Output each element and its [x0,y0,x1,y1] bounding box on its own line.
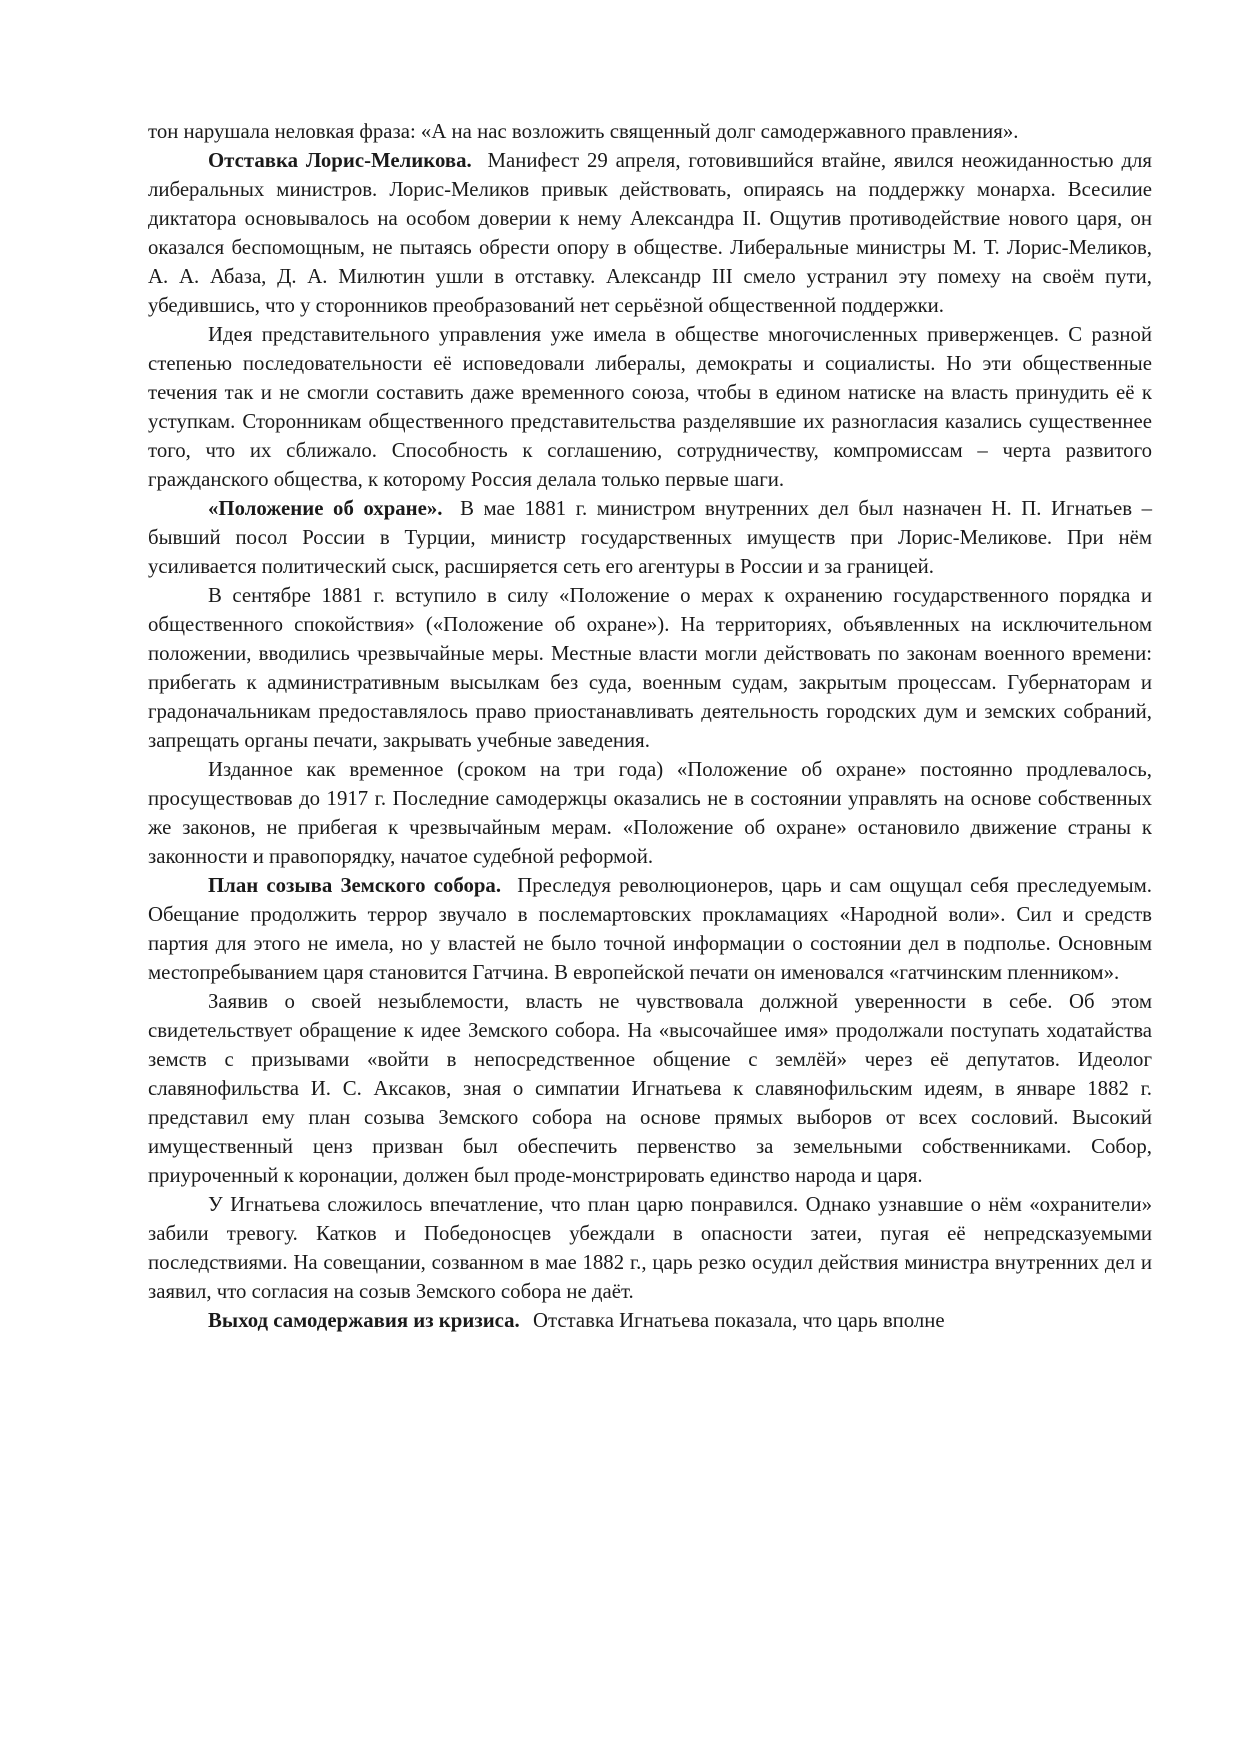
paragraph-text: Изданное как временное (сроком на три года) «Положение об охране» постоянно продлевалось, просуществовав до 1917 г. Последние самодержцы оказались не в состоянии управлять на основе собственных же законов, не прибегая к чрезвычайным мерам. «Положение об охране» остановило движение страны к законности и правопорядку, начатое судебной реформой. [148,758,1152,868]
section-heading-security-regulation: «Положение об охране». [208,497,443,520]
paragraph-9 [148,1190,1152,1306]
paragraph-4 [148,494,1152,581]
paragraph-2 [148,146,1152,320]
paragraph-7 [148,871,1152,987]
paragraph-10 [148,1306,1152,1335]
paragraph-text: Заявив о своей незыблемости, власть не чувствовала должной уверенности в себе. Об этом свидетельствует обращение к идее Земского собора. На «высочайшее имя» продолжали поступать ходатайства земств с призывами «войти в непосредственное общение с землёй» через её депутатов. Идеолог славянофильства И. С. Аксаков, зная о симпатии Игнатьева к славянофильским идеям, в январе 1882 г. представил ему план созыва Земского собора на основе прямых выборов от всех сословий. Высокий имущественный ценз призван был обеспечить первенство за земельными собственниками. Собор, приуроченный к коронации, должен был проде-монстрировать единство народа и царя. [148,990,1152,1187]
paragraph-text: Манифест 29 апреля, готовившийся втайне, явился неожиданностью для либеральных министров. Лорис-Меликов привык действовать, опираясь на поддержку монарха. Всесилие диктатора основывалось на особом доверии к нему Александра II. Ощутив противодействие нового царя, он оказался беспомощным, не пытаясь обрести опору в обществе. Либеральные министры М. Т. Лорис-Меликов, А. А. Абаза, Д. А. Милютин ушли в отставку. Александр III смело устранил эту помеху на своём пути, убедившись, что у сторонников преобразований нет серьёзной общественной поддержки. [148,149,1152,317]
paragraph-8 [148,987,1152,1190]
section-heading-zemsky-sobor-plan: План созыва Земского собора. [208,874,502,897]
paragraph-5 [148,581,1152,755]
paragraph-text: Отставка Игнатьева показала, что царь вполне [527,1309,945,1332]
paragraph-text: В сентябре 1881 г. вступило в силу «Положение о мерах к охранению государственного порядка и общественного спокойствия» («Положение об охране»). На территориях, объявленных на исключительном положении, вводились чрезвычайные меры. Местные власти могли действовать по законам военного времени: прибегать к административным высылкам без суда, военным судам, закрытым процессам. Губернаторам и градоначальникам предоставлялось право приостанавливать деятельность городских дум и земских собраний, запрещать органы печати, закрывать учебные заведения. [148,584,1152,752]
paragraph-text: тон нарушала неловкая фраза: «А на нас возложить священный долг самодержавного правления». [148,120,1019,143]
section-heading-autocracy-exit-crisis: Выход самодержавия из кризиса. [208,1309,520,1332]
paragraph-1 [148,117,1152,146]
document-page [148,117,1152,1335]
section-heading-loris-melikov-resignation: Отставка Лорис-Меликова. [208,149,472,172]
paragraph-text: У Игнатьева сложилось впечатление, что план царю понравился. Однако узнавшие о нём «охранители» забили тревогу. Катков и Победоносцев убеждали в опасности затеи, пугая её непредсказуемыми последствиями. На совещании, созванном в мае 1882 г., царь резко осудил действия министра внутренних дел и заявил, что согласия на созыв Земского собора не даёт. [148,1193,1152,1303]
paragraph-6 [148,755,1152,871]
paragraph-text: В мае 1881 г. министром внутренних дел был назначен Н. П. Игнатьев – бывший посол России в Турции, министр государственных имуществ при Лорис-Меликове. При нём усиливается политический сыск, расширяется сеть его агентуры в России и за границей. [148,497,1152,578]
paragraph-3 [148,320,1152,494]
paragraph-text: Идея представительного управления уже имела в обществе многочисленных приверженцев. С разной степенью последовательности её исповедовали либералы, демократы и социалисты. Но эти общественные течения так и не смогли составить даже временного союза, чтобы в едином натиске на власть принудить её к уступкам. Сторонникам общественного представительства разделявшие их разногласия казались существеннее того, что их сближало. Способность к соглашению, сотрудничеству, компромиссам – черта развитого гражданского общества, к которому Россия делала только первые шаги. [148,323,1152,491]
paragraph-text: Преследуя революционеров, царь и сам ощущал себя преследуемым. Обещание продолжить террор звучало в послемартовских прокламациях «Народной воли». Сил и средств партия для этого не имела, но у властей не было точной информации о состоянии дел в подполье. Основным местопребыванием царя становится Гатчина. В европейской печати он именовался «гатчинским пленником». [148,874,1152,984]
